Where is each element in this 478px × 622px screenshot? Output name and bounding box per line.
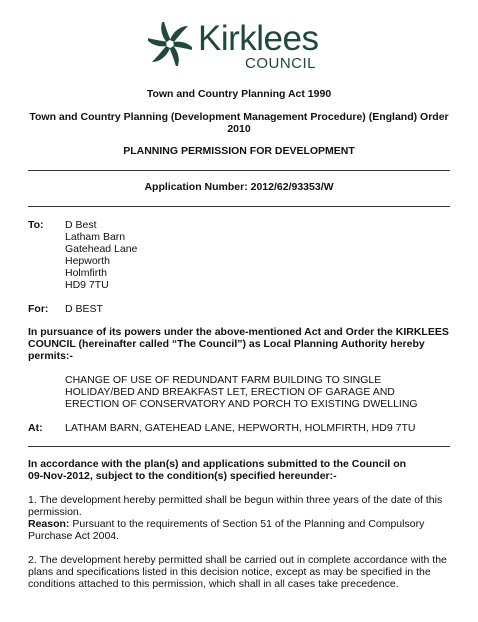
application-number: Application Number: 2012/62/93353/W bbox=[144, 181, 334, 193]
intro-line: permits:- bbox=[28, 350, 73, 362]
reason-line: Purchase Act 2004. bbox=[28, 530, 120, 542]
condition-line: permission. bbox=[28, 506, 82, 518]
divider bbox=[28, 446, 450, 447]
intro-line: In pursuance of its powers under the above-mentioned Act and Order the KIRKLEES bbox=[28, 326, 449, 338]
divider bbox=[28, 206, 450, 207]
address-line: Latham Barn bbox=[65, 231, 126, 243]
address-line: D Best bbox=[65, 219, 97, 231]
act-title: Town and Country Planning Act 1990 bbox=[146, 88, 332, 100]
address-line: HD9 7TU bbox=[65, 279, 109, 291]
reason-label: Reason: bbox=[28, 518, 70, 530]
for-label: For: bbox=[28, 303, 49, 315]
logo-wordmark: Kirklees bbox=[198, 19, 319, 58]
permission-intro bbox=[28, 326, 449, 362]
address-line: Gatehead Lane bbox=[65, 243, 138, 255]
condition-1 bbox=[28, 494, 442, 542]
recipient-address bbox=[65, 219, 137, 291]
address-line: Holmfirth bbox=[65, 267, 108, 279]
document-title: PLANNING PERMISSION FOR DEVELOPMENT bbox=[123, 145, 355, 157]
condition-line: 1. The development hereby permitted shall be begun within three years of the date of this bbox=[28, 494, 443, 506]
development-description bbox=[65, 374, 418, 410]
conditions-intro-line: In accordance with the plan(s) and applications submitted to the Council on bbox=[28, 458, 407, 470]
divider bbox=[28, 170, 450, 171]
at-label: At: bbox=[28, 422, 43, 434]
intro-line: COUNCIL (hereinafter called “The Council”) as Local Planning Authority hereby bbox=[28, 338, 425, 350]
to-label: To: bbox=[28, 219, 44, 231]
kirklees-council-logo bbox=[148, 18, 330, 76]
condition-line: conditions attached to this permission, which shall in all cases take precedence. bbox=[28, 578, 399, 590]
condition-2 bbox=[28, 554, 447, 590]
description-line: CHANGE OF USE OF REDUNDANT FARM BUILDING TO SINGLE bbox=[65, 374, 382, 386]
description-line: HOLIDAY/BED AND BREAKFAST LET, ERECTION OF GARAGE AND bbox=[65, 386, 395, 398]
site-address: LATHAM BARN, GATEHEAD LANE, HEPWORTH, HOLMFIRTH, HD9 7TU bbox=[65, 422, 416, 434]
condition-line: plans and specifications listed in this decision notice, except as may be specified in the bbox=[28, 566, 431, 578]
kirklees-swirl-logo-icon bbox=[148, 22, 192, 66]
description-line: ERECTION OF CONSERVATORY AND PORCH TO EXISTING DWELLING bbox=[65, 398, 418, 410]
conditions-intro-line: 09-Nov-2012, subject to the condition(s) specified hereunder:- bbox=[28, 470, 337, 482]
condition-line: 2. The development hereby permitted shall be carried out in complete accordance with the bbox=[28, 554, 447, 566]
reason-line bbox=[28, 518, 442, 530]
order-title-line-2: 2010 bbox=[227, 123, 251, 135]
conditions-intro bbox=[28, 458, 406, 482]
for-value: D BEST bbox=[65, 303, 103, 315]
reason-text: Pursuant to the requirements of Section 51 of the Planning and Compulsory bbox=[69, 518, 425, 530]
logo-council-text: COUNCIL bbox=[245, 55, 317, 72]
address-line: Hepworth bbox=[65, 255, 110, 267]
order-title-line-1: Town and Country Planning (Development Management Procedure) (England) Order bbox=[29, 111, 449, 123]
